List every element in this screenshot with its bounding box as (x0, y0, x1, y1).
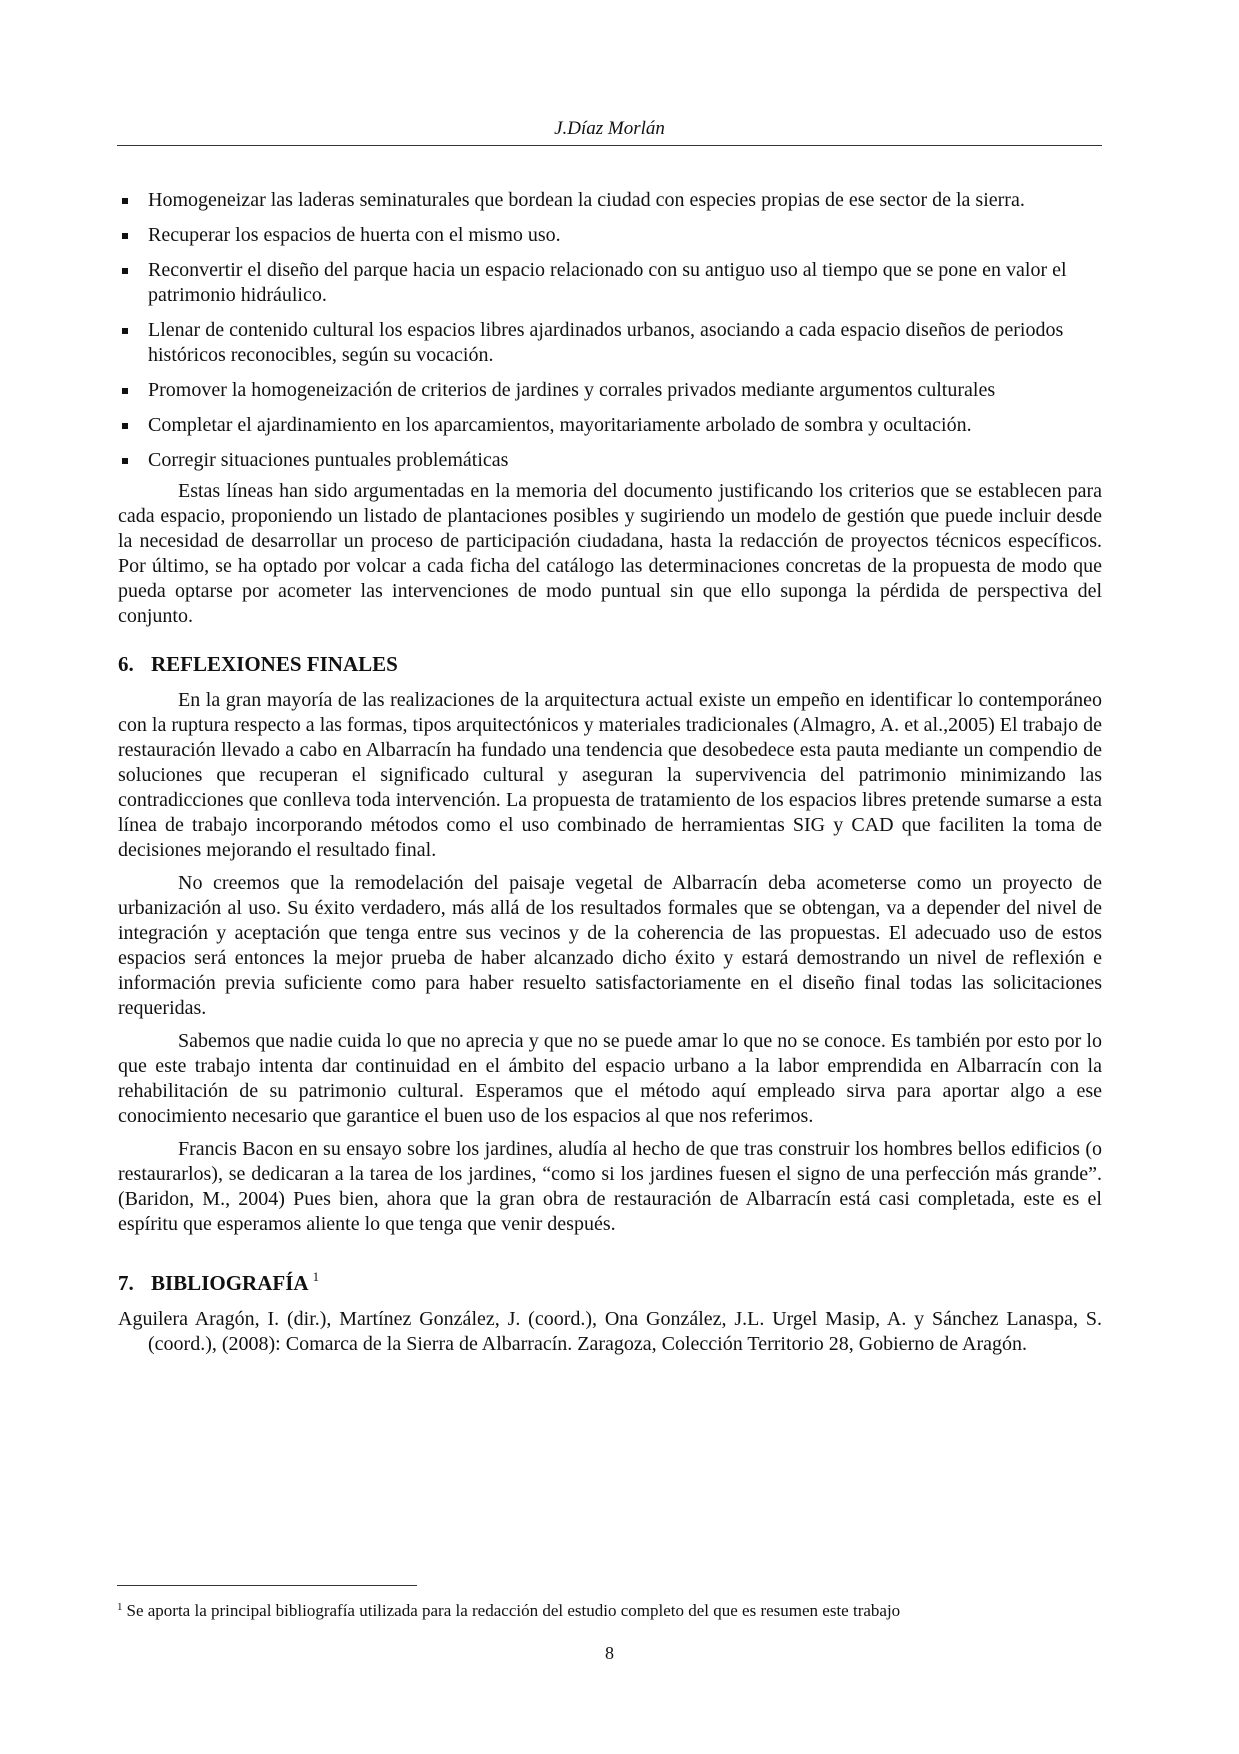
square-bullet-icon (122, 458, 128, 464)
section-7-number: 7. (118, 1271, 134, 1295)
section-6-title: REFLEXIONES FINALES (151, 652, 398, 676)
list-item (118, 258, 1102, 308)
bibliography-entry: Aguilera Aragón, I. (dir.), Martínez González, J. (coord.), Ona González, J.L. Urgel Masip, A. y Sánchez Lanaspa, S. (coord.), (2008): Comarca de la Sierra de Albarracín. Zaragoza, Colección Territorio 28, Gobierno de Aragón. (118, 1308, 1102, 1355)
header-rule (117, 145, 1102, 146)
square-bullet-icon (122, 233, 128, 239)
page-number: 8 (605, 1643, 614, 1663)
list-item (118, 378, 1102, 403)
list-item-text: Completar el ajardinamiento en los aparcamientos, mayoritariamente arbolado de sombra y ocultación. (148, 414, 972, 436)
section-6-paragraph: No creemos que la remodelación del paisaje vegetal de Albarracín deba acometerse como un proyecto de urbanización al uso. Su éxito verdadero, más allá de los resultados formales que se obtengan, va a depender del nivel de integración y aceptación que tenga entre sus vecinos y de la coherencia de las propuestas. El adecuado uso de estos espacios será entonces la mejor prueba de haber alcanzado dicho éxito y estará demostrando un nivel de reflexión e información previa suficiente como para haber resuelto satisfactoriamente en el diseño final todas las solicitaciones requeridas. (118, 872, 1102, 1019)
list-item (118, 413, 1102, 438)
footnote (117, 1596, 1102, 1622)
square-bullet-icon (122, 198, 128, 204)
square-bullet-icon (122, 388, 128, 394)
list-item-text: Corregir situaciones puntuales problemáticas (148, 449, 509, 471)
section-6-paragraph: Francis Bacon en su ensayo sobre los jardines, aludía al hecho de que tras construir los hombres bellos edificios (o restaurarlos), se dedicaran a la tarea de los jardines, “como si los jardines fuesen el signo de una perfección más grande”. (Baridon, M., 2004) Pues bien, ahora que la gran obra de restauración de Albarracín está casi completada, este es el espíritu que esperamos aliente lo que tenga que venir después. (118, 1138, 1102, 1235)
footnote-mark: 1 (117, 1601, 123, 1613)
square-bullet-icon (122, 268, 128, 274)
list-item-text: Homogeneizar las laderas seminaturales que bordean la ciudad con especies propias de ese sector de la sierra. (148, 189, 1025, 211)
list-item-text: Reconvertir el diseño del parque hacia un espacio relacionado con su antiguo uso al tiempo que se pone en valor el patrimonio hidráulico. (148, 259, 1067, 306)
square-bullet-icon (122, 423, 128, 429)
footnote-reference-mark: 1 (312, 1269, 320, 1284)
list-item (118, 223, 1102, 248)
square-bullet-icon (122, 328, 128, 334)
list-item-text: Llenar de contenido cultural los espacios libres ajardinados urbanos, asociando a cada espacio diseños de periodos históricos reconocibles, según su vocación. (148, 319, 1064, 366)
page-body (118, 188, 1102, 1357)
section-6-paragraph: En la gran mayoría de las realizaciones de la arquitectura actual existe un empeño en identificar lo contemporáneo con la ruptura respecto a las formas, tipos arquitectónicos y materiales tradicionales (Almagro, A. et al.,2005) El trabajo de restauración llevado a cabo en Albarracín ha fundado una tendencia que desobedece esta pauta mediante un compendio de soluciones que recuperan el significado cultural y aseguran la supervivencia del patrimonio minimizando las contradicciones que conlleva toda intervención. La propuesta de tratamiento de los espacios libres pretende sumarse a esta línea de trabajo incorporando métodos como el uso combinado de herramientas SIG y CAD que faciliten la toma de decisiones mejorando el resultado final. (118, 689, 1102, 861)
footnote-separator (117, 1585, 417, 1586)
section-6-number: 6. (118, 652, 134, 676)
list-item-text: Promover la homogeneización de criterios de jardines y corrales privados mediante argumentos culturales (148, 379, 996, 401)
section-6-heading (118, 651, 1102, 677)
intro-paragraph: Estas líneas han sido argumentadas en la memoria del documento justificando los criterios que se establecen para cada espacio, proponiendo un listado de plantaciones posibles y sugiriendo un modelo de gestión que puede incluir desde la necesidad de desarrollar un proceso de participación ciudadana, hasta la redacción de proyectos técnicos específicos. Por último, se ha optado por volcar a cada ficha del catálogo las determinaciones concretas de la propuesta de modo que pueda optarse por acometer las intervenciones de modo puntual sin que ello suponga la pérdida de perspectiva del conjunto. (118, 480, 1102, 627)
section-7-heading (118, 1264, 1102, 1296)
bullet-list (118, 188, 1102, 473)
list-item (118, 448, 1102, 473)
list-item (118, 318, 1102, 368)
section-6-paragraph: Sabemos que nadie cuida lo que no aprecia y que no se puede amar lo que no se conoce. Es también por esto por lo que este trabajo intenta dar continuidad en el ámbito del espacio urbano a la labor emprendida en Albarracín con la rehabilitación de su patrimonio cultural. Esperamos que el método aquí empleado sirva para aportar algo a ese conocimiento necesario que garantice el buen uso de los espacios al que nos referimos. (118, 1030, 1102, 1127)
section-7-title: BIBLIOGRAFÍA (151, 1271, 308, 1295)
list-item-text: Recuperar los espacios de huerta con el mismo uso. (148, 224, 561, 246)
running-header: J.Díaz Morlán (554, 118, 665, 139)
list-item (118, 188, 1102, 213)
footnote-text: Se aporta la principal bibliografía utilizada para la redacción del estudio completo del que es resumen este trabajo (126, 1601, 901, 1620)
